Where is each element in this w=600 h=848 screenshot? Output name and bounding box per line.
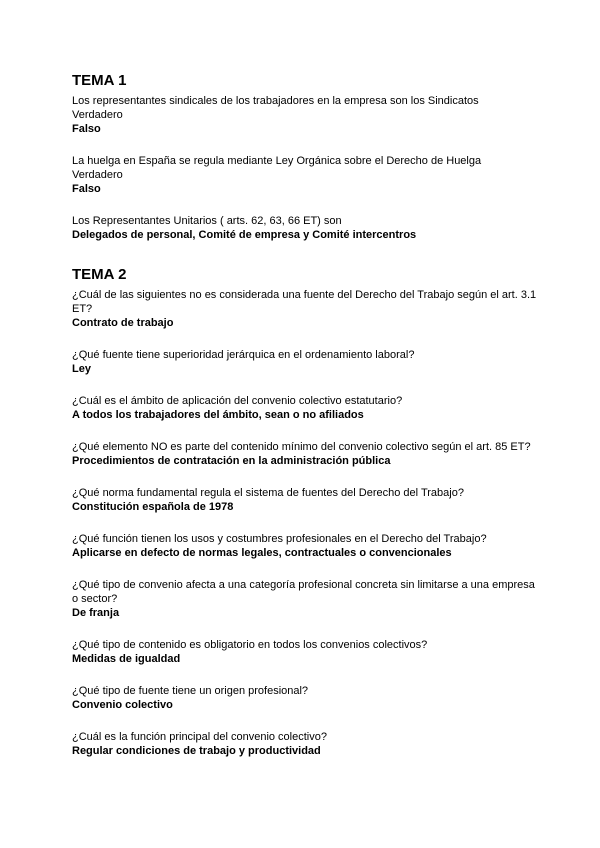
answer-text: Convenio colectivo (72, 699, 173, 711)
question-text: ¿Qué tipo de fuente tiene un origen profesional? (72, 685, 309, 697)
question-block (72, 578, 542, 620)
question-text: Los Representantes Unitarios ( arts. 62, 63, 66 ET) son (72, 215, 342, 227)
question-block (72, 638, 542, 666)
question-block (72, 684, 542, 712)
answer-text: Medidas de igualdad (72, 653, 181, 665)
question-text: ¿Cuál es la función principal del convenio colectivo? (72, 731, 327, 743)
question-block (72, 532, 542, 560)
question-block (72, 214, 542, 242)
question-text: La huelga en España se regula mediante Ley Orgánica sobre el Derecho de Huelga (72, 155, 482, 167)
question-option: Verdadero (72, 109, 123, 121)
tema-1-title: TEMA 1 (72, 72, 127, 89)
question-text: ¿Qué función tienen los usos y costumbres profesionales en el Derecho del Trabajo? (72, 533, 487, 545)
question-block (72, 348, 542, 376)
answer-text: Regular condiciones de trabajo y productividad (72, 745, 321, 757)
answer-text: A todos los trabajadores del ámbito, sean o no afiliados (72, 409, 364, 421)
question-text: ¿Cuál de las siguientes no es considerada una fuente del Derecho del Trabajo según el art. 3.1 ET? (72, 289, 537, 315)
question-block (72, 394, 542, 422)
answer-text: Contrato de trabajo (72, 317, 174, 329)
question-text: ¿Qué tipo de contenido es obligatorio en todos los convenios colectivos? (72, 639, 428, 651)
question-block (72, 288, 542, 330)
question-text: ¿Qué fuente tiene superioridad jerárquica en el ordenamiento laboral? (72, 349, 415, 361)
question-block (72, 154, 542, 196)
answer-text: Falso (72, 183, 101, 195)
tema-2-title: TEMA 2 (72, 266, 127, 283)
tema-1-section (72, 72, 542, 242)
question-text: ¿Qué elemento NO es parte del contenido mínimo del convenio colectivo según el art. 85 ET? (72, 441, 531, 453)
answer-text: Ley (72, 363, 91, 375)
answer-text: Aplicarse en defecto de normas legales, contractuales o convencionales (72, 547, 452, 559)
answer-text: Constitución española de 1978 (72, 501, 234, 513)
question-block (72, 486, 542, 514)
answer-text: Falso (72, 123, 101, 135)
question-text: ¿Qué norma fundamental regula el sistema de fuentes del Derecho del Trabajo? (72, 487, 464, 499)
question-option: Verdadero (72, 169, 123, 181)
question-block (72, 440, 542, 468)
answer-text: Procedimientos de contratación en la administración pública (72, 455, 391, 467)
question-text: Los representantes sindicales de los trabajadores en la empresa son los Sindicatos (72, 95, 479, 107)
answer-text: Delegados de personal, Comité de empresa y Comité intercentros (72, 229, 417, 241)
question-text: ¿Qué tipo de convenio afecta a una categoría profesional concreta sin limitarse a una empresa o sector? (72, 579, 535, 605)
question-text: ¿Cuál es el ámbito de aplicación del convenio colectivo estatutario? (72, 395, 403, 407)
question-block (72, 730, 542, 758)
question-block (72, 94, 542, 136)
answer-text: De franja (72, 607, 120, 619)
tema-2-section (72, 266, 542, 758)
